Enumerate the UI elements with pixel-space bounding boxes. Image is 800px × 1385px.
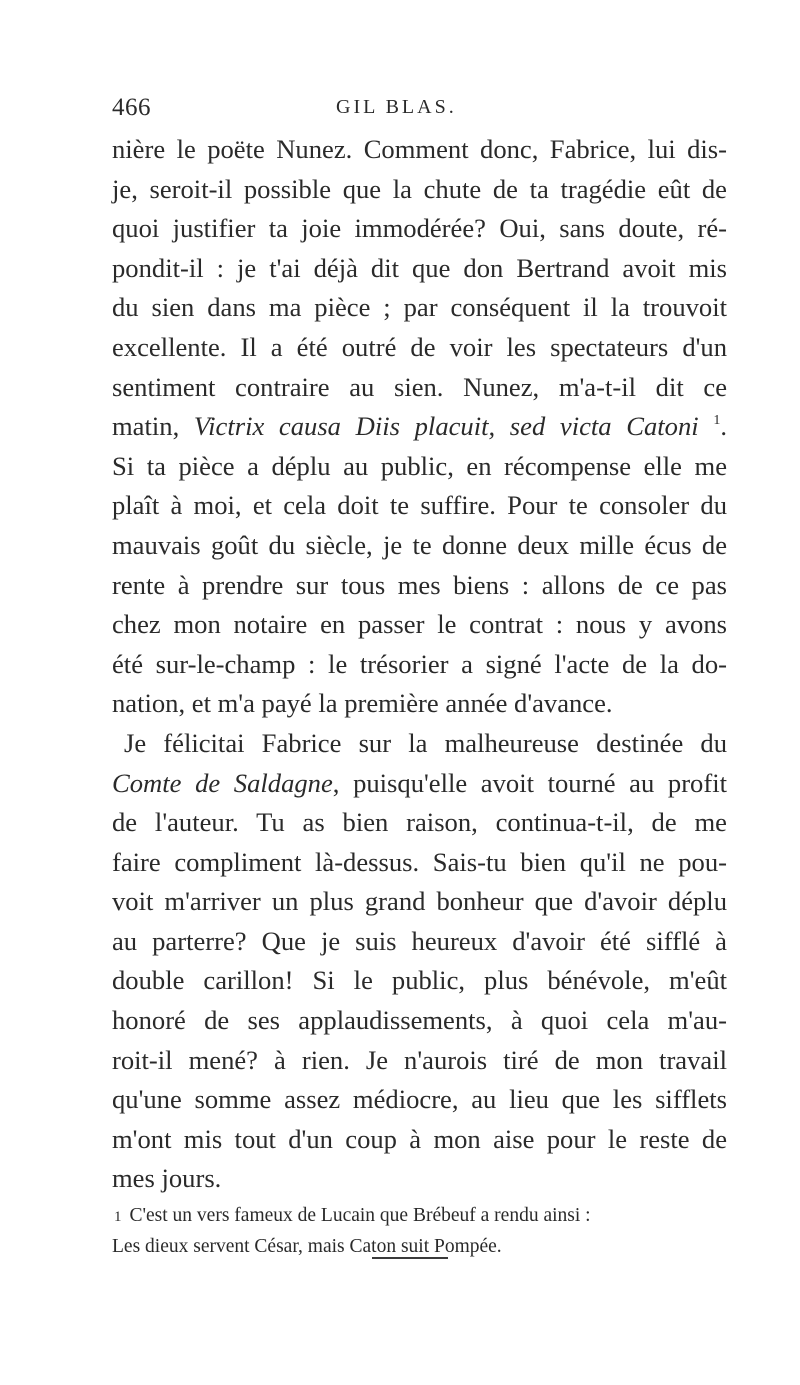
text-fragment: . <box>720 411 727 442</box>
text-line: du sien dans ma pièce ; par conséquent il la trouvoit <box>112 292 727 323</box>
text-line: faire compliment là-dessus. Sais-tu bien qu'il ne pou- <box>112 846 727 877</box>
running-title: GIL BLAS. <box>336 96 457 118</box>
text-line: Je félicitai Fabrice sur la malheureuse destinée du <box>124 727 727 758</box>
text-fragment: , puisqu'elle avoit tourné au profit <box>332 767 727 798</box>
body-text <box>112 130 727 1199</box>
text-line: de l'auteur. Tu as bien raison, continua-t-il, de me <box>112 807 727 838</box>
latin-quotation: Victrix causa Diis placuit, sed victa Catoni <box>193 411 699 442</box>
text-line: Si ta pièce a déplu au public, en récompense elle me <box>112 450 727 481</box>
text-line: nation, et m'a payé la première année d'avance. <box>112 688 613 719</box>
text-line: mes jours. <box>112 1163 222 1194</box>
text-line: nière le poëte Nunez. Comment donc, Fabrice, lui dis- <box>112 134 727 164</box>
text-line: qu'une somme assez médiocre, au lieu que les sifflets <box>112 1084 727 1115</box>
text-line: excellente. Il a été outré de voir les spectateurs d'un <box>112 331 727 362</box>
footnote-number: 1 <box>114 1209 122 1226</box>
text-line: sentiment contraire au sien. Nunez, m'a-t-il dit ce <box>112 371 727 402</box>
text-line: au parterre? Que je suis heureux d'avoir été sifflé à <box>112 925 727 956</box>
text-line: je, seroit-il possible que la chute de ta tragédie eût de <box>112 173 727 204</box>
footnote <box>112 1201 727 1261</box>
text-line-with-title <box>112 764 727 804</box>
footnote-line: Les dieux servent César, mais Caton suit Pompée. <box>112 1236 502 1258</box>
text-line: roit-il mené? à rien. Je n'aurois tiré de mon travail <box>112 1044 727 1075</box>
text-fragment: matin, <box>112 411 194 442</box>
play-title: Comte de Saldagne <box>112 767 333 798</box>
text-line-with-quote <box>112 407 727 447</box>
page-number: 466 <box>112 94 151 121</box>
footnote-text: C'est un vers fameux de Lucain que Brébeuf a rendu ainsi : <box>129 1205 591 1227</box>
text-line: mauvais goût du siècle, je te donne deux mille écus de <box>112 529 727 560</box>
footnote-line <box>112 1201 727 1232</box>
text-fragment <box>699 411 714 441</box>
running-head <box>112 94 727 130</box>
text-line: double carillon! Si le public, plus bénévole, m'eût <box>112 965 727 996</box>
text-line: quoi justifier ta joie immodérée? Oui, sans doute, ré- <box>112 213 727 244</box>
footer-rule <box>372 1257 448 1259</box>
text-line: voit m'arriver un plus grand bonheur que d'avoir déplu <box>112 886 727 917</box>
text-line: honoré de ses applaudissements, à quoi cela m'au- <box>112 1005 727 1036</box>
text-line: pondit-il : je t'ai déjà dit que don Bertrand avoit mis <box>112 252 727 283</box>
text-line: été sur-le-champ : le trésorier a signé l'acte de la do- <box>112 648 727 679</box>
text-line: plaît à moi, et cela doit te suffire. Pour te consoler du <box>112 490 727 521</box>
text-line: chez mon notaire en passer le contrat : nous y avons <box>112 609 727 640</box>
text-line: rente à prendre sur tous mes biens : allons de ce pas <box>112 569 727 600</box>
footnote-reference: 1 <box>713 413 721 429</box>
text-line: m'ont mis tout d'un coup à mon aise pour le reste de <box>112 1123 727 1154</box>
book-page <box>112 94 727 1261</box>
